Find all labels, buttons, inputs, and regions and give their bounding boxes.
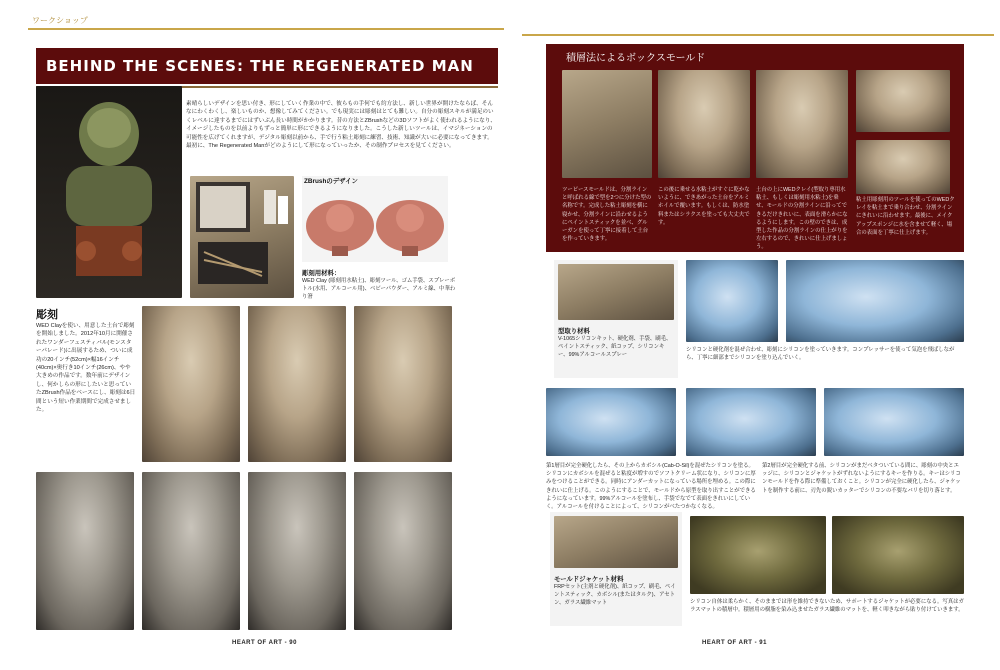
box-text-2: この後に乗せる水粘土がすぐに乾かないように、できあがった土台をアルミホイルで覆います。もしくは、防水塗料またはシラクスを塗っても大丈夫です。: [658, 187, 750, 226]
layer1-photo-1: [546, 388, 676, 456]
silicone-photo-2: [786, 260, 964, 342]
header-rule-right: [522, 34, 994, 36]
sculpt-photo-4: [36, 472, 134, 630]
jacket-photo-2: [832, 516, 964, 594]
box-text-4: 粘土用彫刻用のツールを使ってのWEDクレイを粘土まで乗り合わせ、分割ラインにきれいに沿わせます。最後に、メイクアップスポンジに水を含ませて軽く、場合の表面を丁寧に仕上げます。: [856, 197, 955, 236]
box-text-3: 土台の上にWEDクレイ(型取り専用水粘土、もしくは彫刻用水粘土)を乗せ、モールドの分割ラインに沿ってできるだけきれいに、表面を滑らかになるようにします。この壁のできは、成型した作品の分割ラインの仕上がりを左右するので、きれいに仕上げましょう。: [756, 187, 848, 251]
silicone-caption: シリコンと硬化剤を混ぜ合わせ、彫刻にシリコンを塗っていきます。コンプレッサーを使って気泡を飛ばしながら、丁寧に細部までシリコンを塗り込んでいく。: [686, 347, 955, 362]
sculpt-photo-2: [248, 306, 346, 462]
mold-materials-text: V-1065シリコンキット、硬化剤、手袋、刷毛、ペイントスティック、紙コップ、シリコンキー、99%アルコールスプレー: [558, 336, 672, 359]
jacket-materials-text: FRPセット(主剤と硬化剤)、紙コップ、刷毛、ペイントスティック、カボシル(またはタルク)、アセトン、ガラス繊維マット: [554, 584, 676, 607]
box-photo-4: [856, 70, 950, 132]
layer1-caption: 第1層目が完全硬化したら、その上からカボシル(Cab-O-Sil)を混ぜたシリコンを塗る。シリコンにカボシルを混ぜると粘度が増すのでソフトクリーム状になり、シリコンに厚みをつけることができる。同時にアンダーカットになっている場所を埋める。この際にきれいに仕上げる。このようにすることで、モールドから原型を取り出すことができるようになっています。99%アルコールを塗布し、手袋でなでて表面をきれいにしていく。アルコールを付けることによって、シリコンがべたつかなくなる。: [546, 463, 756, 511]
folio-left: HEART OF ART - 90: [232, 640, 297, 646]
zbrush-caption: ZBrushのデザイン: [304, 178, 358, 185]
header-rule-left: [28, 28, 504, 30]
sculpt-photo-3: [354, 306, 452, 462]
sculpt-heading: 彫刻: [36, 309, 58, 321]
zbrush-renders: [302, 188, 448, 260]
folio-right: HEART OF ART - 91: [702, 640, 767, 646]
tools-photo: [190, 176, 294, 298]
jacket-materials-heading: モールドジャケット材料: [554, 576, 624, 583]
mold-materials-photo: [558, 264, 674, 320]
jacket-materials-box: [550, 512, 682, 626]
layer1-photo-2: [686, 388, 816, 456]
sculpt-photo-7: [354, 472, 452, 630]
mold-materials-heading: 型取り材料: [558, 328, 590, 335]
section-tag: ワークショップ: [32, 16, 88, 25]
jacket-materials-photo: [554, 516, 678, 568]
intro-text: 素晴らしいデザインを思い付き、形にしていく作業の中で、彼らもの手何でも約方法し、新しい世界が開けたならば、そんなにわくわくし、楽しいものか、想像してみてください。でも現実には彫刻はとても難しい。自分の彫刻スキルが満足のいくレベルに達するまでにはずいぶん長い時間がかかります。昔の方法とZBrushなどの3Dソフトがよく使われるようになり、イメージしたものを以前よりもずっと簡単に形にできるようになりました。こうした新しいツールは、イマジネーションの可能性を広げてくれますが、デジタル彫刻以前から、手で行う粘土彫刻に練習、技術、知識が大いに必要になってきます。最初に、The Regenerated Manがどのようにして形になっていったか、その制作プロセスを見てください。: [186, 101, 497, 150]
jacket-caption: シリコン自体は柔らかく、そのままでは形を維持できないため、サポートするジャケットが必要になる。写真はガラスマットの積層中。積層用の樹脂を染み込ませたガラス繊維のマットを、軽く叩きながら貼り付けていきます。: [690, 599, 964, 614]
sculpt-text: WED Clayを使い、用意した土台で彫刻を開始しました。2012年10月に開催されたワンダーフェスティバル(モンスターパレード)に出展するため、ついに成功の20インチ(52cm)×幅16インチ(40cm)×奥行き10インチ(26cm)、やや大きめの作品です。数年前にデザインし、何かしらの形にしたいと思っていたZBrush作品をベースにし、彫刻は6日間という短い作業期間で完成させました。: [36, 323, 136, 414]
layer2-photo: [824, 388, 964, 456]
zbrush-design-panel: [302, 176, 448, 262]
jacket-photo-1: [690, 516, 826, 594]
box-text-1: ツーピースモールドは、分割ラインと呼ばれる線で型を2つに分けた型の名称です。完成した粘土彫刻を横に寝かせ、分割ラインに沿わせるようにペイントスティックを並べ、グルーガンを使って丁寧に接着して土台を作っていきます。: [562, 187, 652, 243]
sculpt-photo-5: [142, 472, 240, 630]
box-mold-heading: 積層法によるボックスモールド: [566, 53, 706, 64]
tools-text: WED Clay (彫刻用水粘土)、彫刻ツール、ゴム手袋、スプレーボトル(水用、アルコール用)、ベビーパウダー、アルミ線、中華わり箸: [302, 278, 456, 301]
box-photo-2: [658, 70, 750, 178]
box-photo-1: [562, 70, 652, 178]
layer2-caption: 第2層目が完全硬化する前、シリコンがまだベタついている間に、彫刻の中央とエッジに、シリコンとジャケットがずれないようにするキーを作りる。キーはシリコンモールドを作る際に準備しておくこと。シリコンが完全に硬化したら、ジャケットを制作する前に、刃先の鋭いカッターでシリコンの不要なバリを切り落とす。: [762, 463, 961, 494]
sculpt-photo-6: [248, 472, 346, 630]
hero-bust-photo: [36, 86, 182, 298]
mold-materials-box: [554, 260, 678, 378]
silicone-photo-1: [686, 260, 778, 342]
sculpt-photo-1: [142, 306, 240, 462]
tools-heading: 彫刻用材料：: [302, 270, 341, 277]
box-photo-5: [856, 140, 950, 194]
page-title: BEHIND THE SCENES: THE REGENERATED MAN: [36, 48, 498, 84]
box-photo-3: [756, 70, 848, 178]
